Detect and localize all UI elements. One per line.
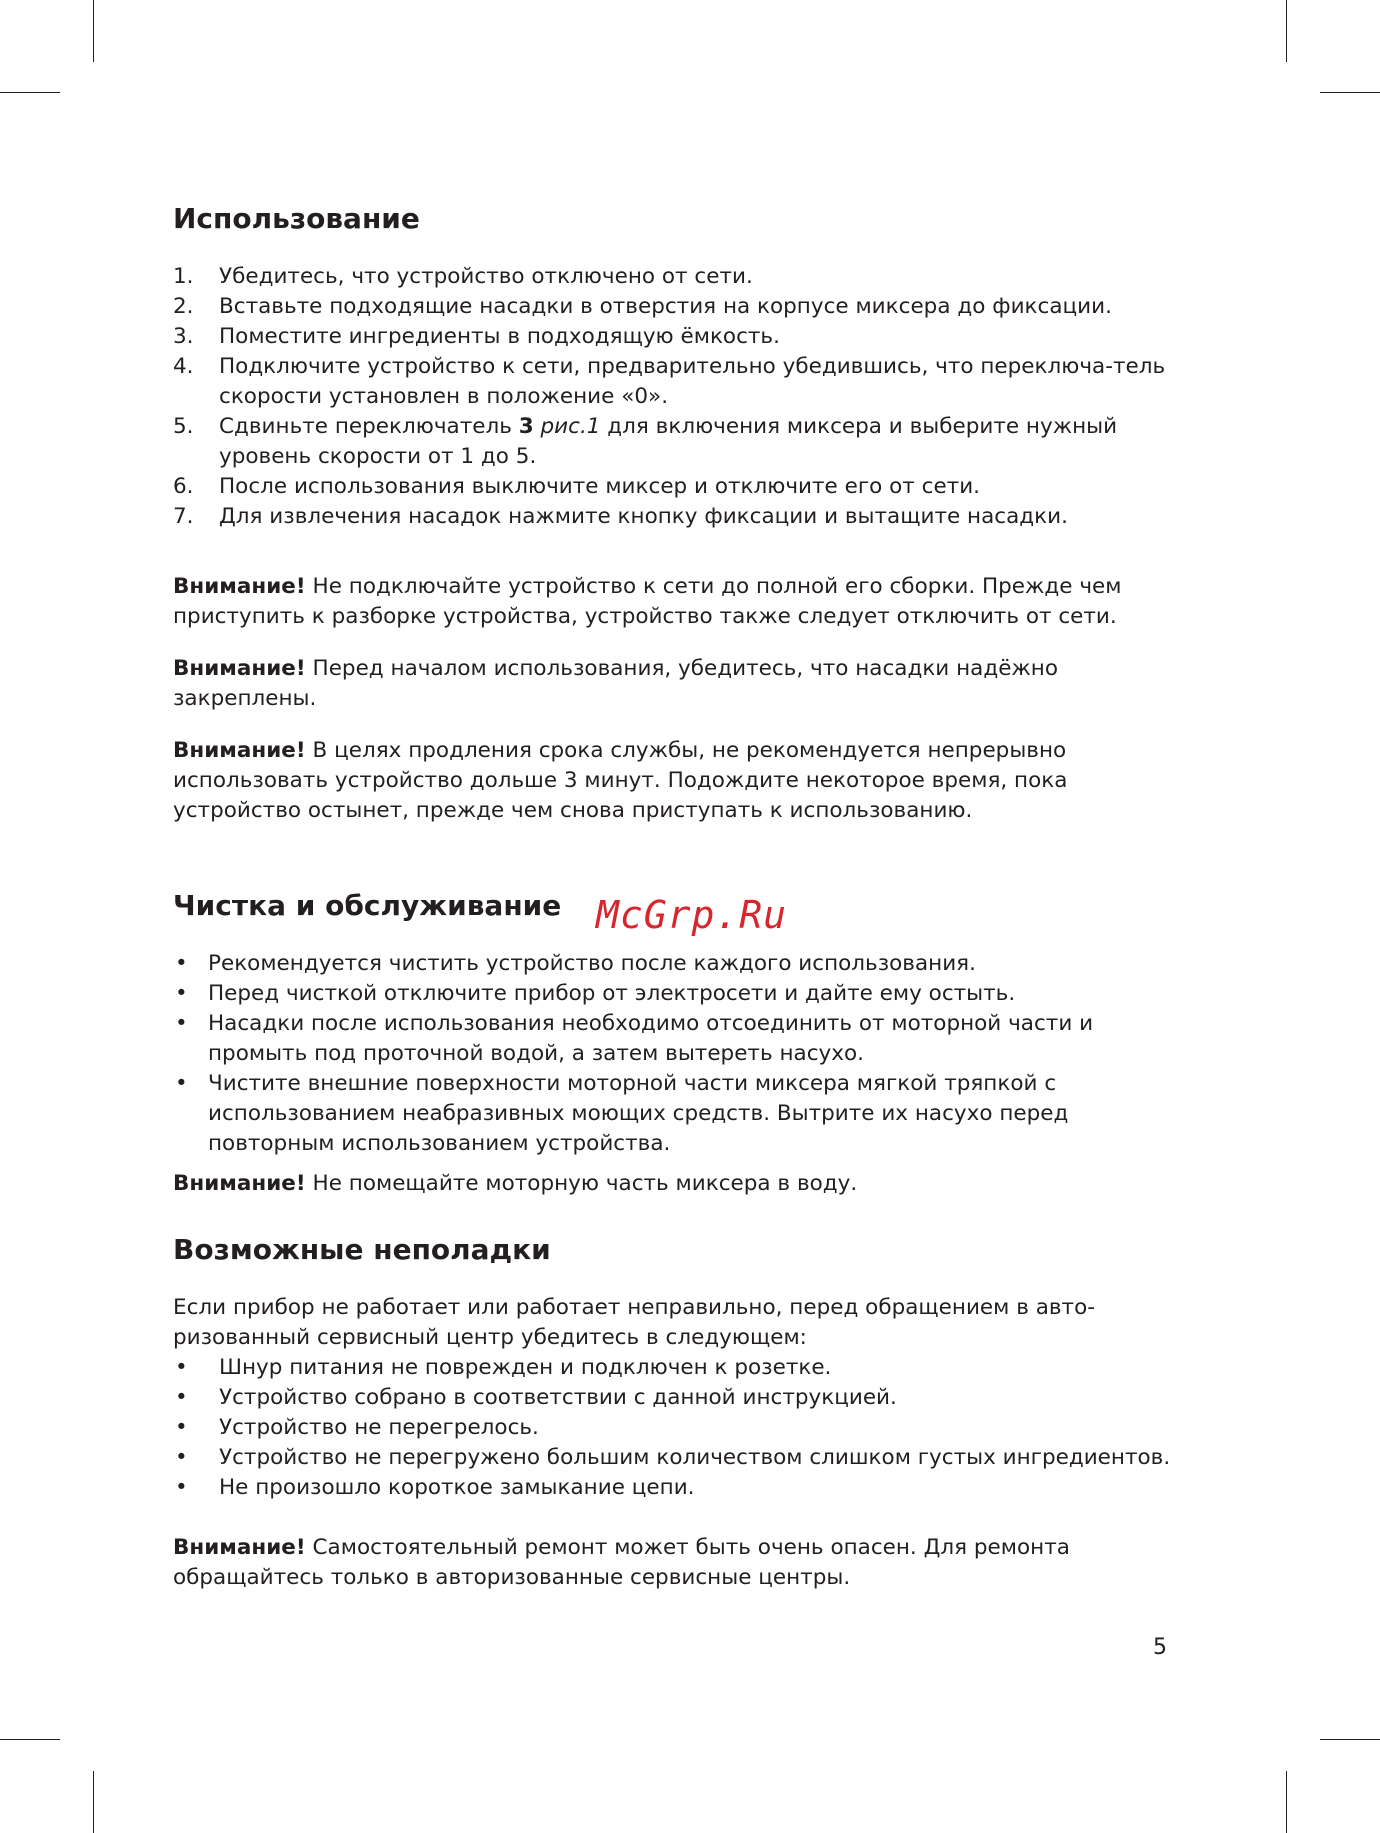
list-item: • Чистите внешние поверхности моторной части миксера мягкой тряпкой с использованием неабразивных моющих средств. Вытрите их насухо перед повторным использованием устройства. xyxy=(175,1071,1069,1156)
list-item: • Устройство не перегружено большим количеством слишком густых ингредиентов. xyxy=(175,1445,1171,1470)
list-item: • Не произошло короткое замыкание цепи. xyxy=(175,1475,695,1500)
list-item: • Насадки после использования необходимо отсоединить от моторной части и промыть под проточной водой, а затем вытереть насухо. xyxy=(175,1011,1094,1066)
list-item: • Рекомендуется чистить устройство после каждого использования. xyxy=(175,951,976,976)
cleaning-list xyxy=(173,949,1183,1159)
usage-step: 2. Вставьте подходящие насадки в отверстия на корпусе миксера до фиксации. xyxy=(173,294,1112,319)
list-item: • Устройство собрано в соответствии с данной инструкцией. xyxy=(175,1385,897,1410)
list-item: • Шнур питания не поврежден и подключен к розетке. xyxy=(175,1355,832,1380)
usage-warning-1: Внимание! Не подключайте устройство к сети до полной его сборки. Прежде чем приступить к разборке устройства, устройство также следует отключить от сети. xyxy=(173,574,1122,629)
crop-mark-top-left xyxy=(93,0,94,62)
usage-step: 1. Убедитесь, что устройство отключено от сети. xyxy=(173,264,753,289)
crop-mark-bottom-left xyxy=(93,1771,94,1833)
crop-mark-bottom-left-h xyxy=(0,1739,60,1740)
troubleshooting-title: Возможные неполадки xyxy=(173,1233,551,1266)
cleaning-title: Чистка и обслуживание xyxy=(173,889,562,922)
usage-step: 7. Для извлечения насадок нажмите кнопку фиксации и вытащите насадки. xyxy=(173,504,1068,529)
crop-mark-bottom-right-h xyxy=(1320,1739,1380,1740)
usage-step: 3. Поместите ингредиенты в подходящую ёмкость. xyxy=(173,324,780,349)
troubleshooting-intro: Если прибор не работает или работает неправильно, перед обращением в авто-ризованный сервисный центр убедитесь в следующем: xyxy=(173,1295,1095,1350)
usage-title: Использование xyxy=(173,202,420,235)
usage-step: 5. Сдвиньте переключатель 3 рис.1 для включения миксера и выберите нужный уровень скорости от 1 до 5. xyxy=(173,414,1118,469)
usage-step: 6. После использования выключите миксер и отключите его от сети. xyxy=(173,474,981,499)
watermark: McGrp.Ru xyxy=(596,893,788,937)
troubleshooting-section xyxy=(173,1226,1183,1593)
crop-mark-bottom-right xyxy=(1286,1771,1287,1833)
crop-mark-top-left-h xyxy=(0,92,60,93)
page-number: 5 xyxy=(1153,1635,1167,1660)
list-item: • Перед чисткой отключите прибор от электросети и дайте ему остыть. xyxy=(175,981,1016,1006)
troubleshooting-list xyxy=(173,1353,1183,1503)
usage-steps xyxy=(173,262,1183,532)
list-item: • Устройство не перегрелось. xyxy=(175,1415,539,1440)
crop-mark-top-right xyxy=(1286,0,1287,62)
usage-step: 4. Подключите устройство к сети, предварительно убедившись, что переключа-тель скорости установлен в положение «0». xyxy=(173,354,1166,409)
crop-mark-top-right-h xyxy=(1320,92,1380,93)
usage-warning-3: Внимание! В целях продления срока службы, не рекомендуется непрерывно использовать устройство дольше 3 минут. Подождите некоторое время, пока устройство остынет, прежде чем снова приступать к использованию. xyxy=(173,738,1068,823)
usage-warning-2: Внимание! Перед началом использования, убедитесь, что насадки надёжно закреплены. xyxy=(173,656,1059,711)
troubleshooting-warning: Внимание! Самостоятельный ремонт может быть очень опасен. Для ремонта обращайтесь только в авторизованные сервисные центры. xyxy=(173,1535,1070,1590)
cleaning-warning: Внимание! Не помещайте моторную часть миксера в воду. xyxy=(173,1171,858,1196)
usage-section xyxy=(173,195,1183,826)
